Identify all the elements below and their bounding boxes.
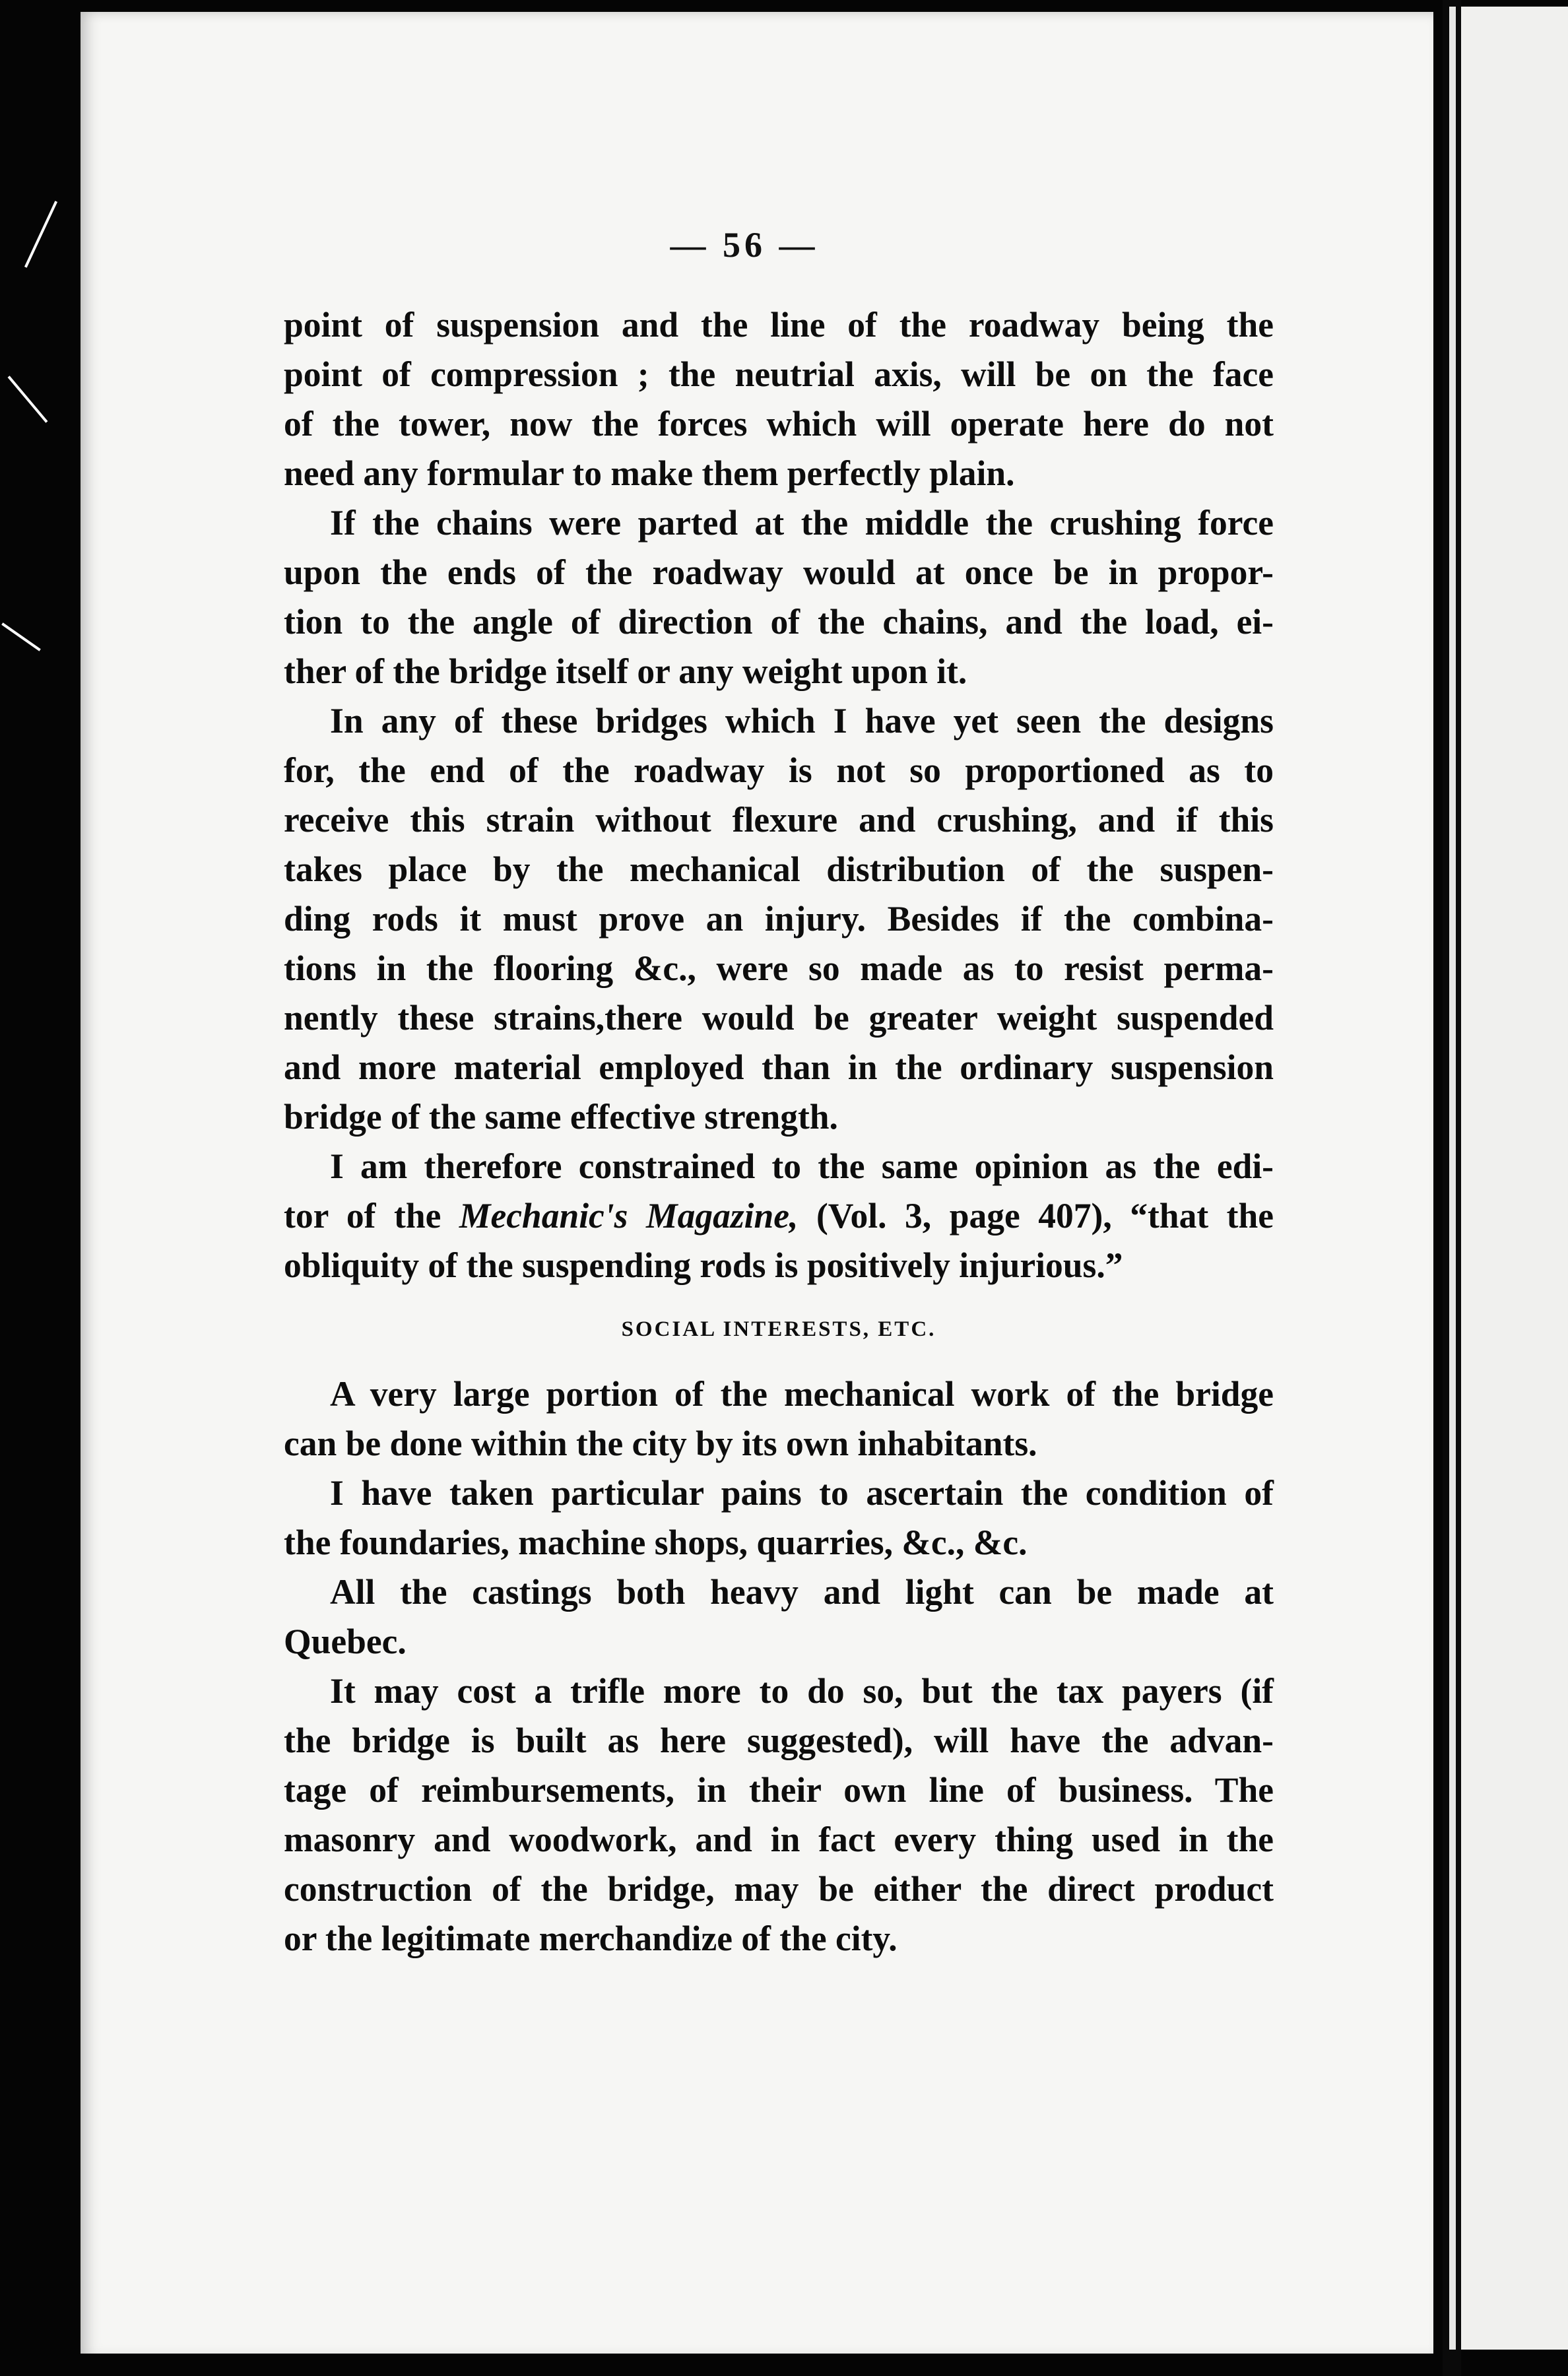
paragraph-8 bbox=[284, 1666, 1274, 1964]
paragraph-6 bbox=[284, 1468, 1274, 1568]
text-line: point of suspension and the line of the roadway being the bbox=[284, 305, 1274, 345]
paragraph-5 bbox=[284, 1370, 1274, 1468]
text-line: for, the end of the roadway is not so proportioned as to bbox=[284, 750, 1274, 790]
text-line: bridge of the same effective strength. bbox=[284, 1097, 838, 1137]
text-line: All the castings both heavy and light can be made at bbox=[330, 1572, 1274, 1612]
text-line: ther of the bridge itself or any weight upon it. bbox=[284, 651, 967, 691]
next-page-margin bbox=[1461, 7, 1568, 2350]
text-line: and more material employed than in the ordinary suspension bbox=[284, 1047, 1274, 1087]
text-fragment: tor of the bbox=[284, 1196, 459, 1236]
paragraph-1 bbox=[284, 300, 1274, 498]
text-line: of the tower, now the forces which will operate here do not bbox=[284, 404, 1274, 444]
text-line: Quebec. bbox=[284, 1622, 407, 1661]
text-line: construction of the bridge, may be either the direct product bbox=[284, 1869, 1274, 1909]
paragraph-3 bbox=[284, 696, 1274, 1142]
page-body bbox=[284, 300, 1274, 1964]
text-line: I am therefore constrained to the same opinion as the edi- bbox=[330, 1146, 1274, 1186]
text-line: tion to the angle of direction of the chains, and the load, ei- bbox=[284, 602, 1274, 642]
text-line: obliquity of the suspending rods is positively injurious.” bbox=[284, 1245, 1123, 1285]
text-line: point of compression ; the neutrial axis, will be on the face bbox=[284, 354, 1274, 394]
paragraph-4 bbox=[284, 1142, 1274, 1290]
text-line bbox=[284, 1191, 1274, 1241]
text-line: ding rods it must prove an injury. Besides if the combina- bbox=[284, 899, 1274, 939]
text-line: upon the ends of the roadway would at once be in propor- bbox=[284, 552, 1274, 592]
magazine-title: Mechanic's Magazine, bbox=[459, 1196, 799, 1236]
text-line: nently these strains,there would be greater weight suspended bbox=[284, 998, 1274, 1038]
text-fragment: (Vol. 3, page 407), “that the bbox=[798, 1196, 1274, 1236]
text-line: If the chains were parted at the middle the crushing force bbox=[330, 503, 1274, 543]
paragraph-2 bbox=[284, 498, 1274, 696]
page-number: — 56 — bbox=[670, 225, 819, 265]
text-line: the bridge is built as here suggested), will have the advan- bbox=[284, 1721, 1274, 1760]
text-line: can be done within the city by its own inhabitants. bbox=[284, 1424, 1037, 1463]
text-line: need any formular to make them perfectly plain. bbox=[284, 453, 1015, 493]
text-line: the foundaries, machine shops, quarries, &c., &c. bbox=[284, 1523, 1028, 1562]
text-line: takes place by the mechanical distribution of the suspen- bbox=[284, 849, 1274, 889]
text-line: I have taken particular pains to ascertain the condition of bbox=[330, 1473, 1274, 1513]
text-line: tage of reimbursements, in their own line of business. The bbox=[284, 1770, 1274, 1810]
text-line: A very large portion of the mechanical work of the bridge bbox=[330, 1374, 1274, 1414]
text-line: or the legitimate merchandize of the city. bbox=[284, 1919, 898, 1958]
text-line: receive this strain without flexure and crushing, and if this bbox=[284, 800, 1274, 840]
text-line: masonry and woodwork, and in fact every thing used in the bbox=[284, 1820, 1274, 1859]
paragraph-7 bbox=[284, 1568, 1274, 1666]
text-line: tions in the flooring &c., were so made as to resist perma- bbox=[284, 948, 1274, 988]
next-page-edge bbox=[1449, 7, 1456, 2350]
text-line: It may cost a trifle more to do so, but the tax payers (if bbox=[330, 1671, 1274, 1711]
section-heading: SOCIAL INTERESTS, ETC. bbox=[621, 1317, 936, 1341]
text-line: In any of these bridges which I have yet seen the designs bbox=[330, 701, 1274, 741]
